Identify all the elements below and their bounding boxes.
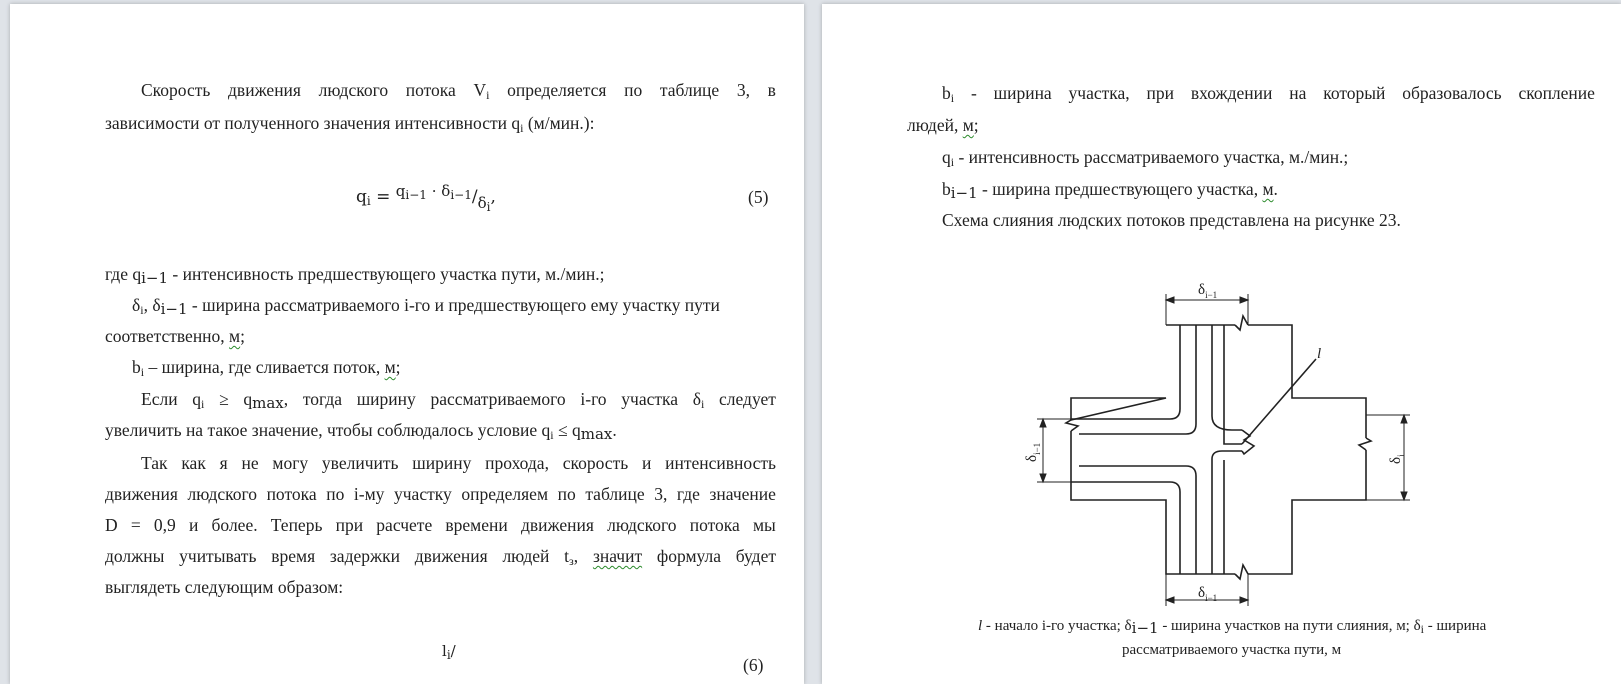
dimension-label-bottom: $\delta_{i-1}$ xyxy=(1198,585,1218,603)
definition-b: $b_i$ – ширина, где сливается поток, м; xyxy=(132,357,401,379)
figure-reference: Схема слияния людских потоков представлена на рисунке 23. xyxy=(942,210,1401,230)
definition-bi-line2: людей, м; xyxy=(907,115,979,135)
document-page-right xyxy=(822,4,1621,684)
paragraph-delay-line4: должны учитывать время задержки движения людей $t_з$, значит формула будет xyxy=(105,546,776,568)
formula-5: $q_i = q_{i-1} \cdot \delta_{i-1}/\delta_i$, xyxy=(356,182,496,214)
formula-6-fragment: $l_i/$ xyxy=(442,642,456,662)
paragraph-delay-line5: выглядеть следующим образом: xyxy=(105,577,344,597)
word: людского xyxy=(318,80,389,100)
paragraph-delay-line3: D = 0,9 и более. Теперь при расчете времени движения людского потока мы xyxy=(105,515,776,535)
definition-delta: $\delta_i$, $\delta_{i-1}$ - ширина рассматриваемого i-го и предшествующего ему участку пути xyxy=(132,295,720,318)
word: в xyxy=(767,80,776,100)
definition-qi: $q_i$ - интенсивность рассматриваемого участка, м./мин.; xyxy=(942,147,1349,169)
definition-b-prev: $b_{i-1}$ - ширина предшествующего участка, м. xyxy=(942,179,1278,202)
definition-q-prev: где $q_{i-1}$ - интенсивность предшествующего участка пути, м./мин.; xyxy=(105,264,605,287)
definition-bi-line1: $b_i$ - ширина участка, при вхождении на который образовалось скопление xyxy=(942,83,1595,105)
velocity-symbol: $V_i$ xyxy=(473,80,490,102)
condition-line1: Если $q_i$ ≥ $q_{max}$, тогда ширину рассматриваемого i-го участка $\delta_i$ следует xyxy=(141,389,776,412)
figure-caption-line2: рассматриваемого участка пути, м xyxy=(1122,642,1342,658)
word: по xyxy=(624,80,643,100)
dimension-label-left: $\delta_{i-1}$ xyxy=(1024,442,1042,462)
word: 3, xyxy=(736,80,750,100)
dimension-label-right: $\delta_i$ xyxy=(1388,454,1406,464)
definition-delta-line2: соответственно, м; xyxy=(105,326,245,346)
condition-line2: увеличить на такое значение, чтобы соблюдалось условие $q_i \le q_{max}$. xyxy=(105,420,617,443)
dimension-label-top: $\delta_{i-1}$ xyxy=(1198,282,1218,300)
merge-flows-diagram xyxy=(1024,268,1412,614)
paragraph-delay-line2: движения людского потока по i-му участку определяем по таблице 3, где значение xyxy=(105,484,776,504)
word: таблице xyxy=(659,80,720,100)
word: Скорость xyxy=(141,80,211,100)
word: потока xyxy=(405,80,456,100)
word: движения xyxy=(228,80,301,100)
formula-6-number: (6) xyxy=(743,655,764,675)
word: определяется xyxy=(507,80,607,100)
document-page-left xyxy=(10,4,804,684)
section-start-label: l xyxy=(1317,346,1322,362)
paragraph-speed-line1 xyxy=(141,79,776,101)
figure-caption: l - начало i-го участка; $\delta_{i-1}$ - ширина участков на пути слияния, м; $\delta_i$ - ширина xyxy=(978,618,1487,637)
formula-5-number: (5) xyxy=(748,187,769,207)
paragraph-delay-line1: Так как я не могу увеличить ширину прохода, скорость и интенсивность xyxy=(141,453,776,473)
paragraph-speed-line2: зависимости от полученного значения интенсивности $q_i$ (м/мин.): xyxy=(105,113,595,135)
